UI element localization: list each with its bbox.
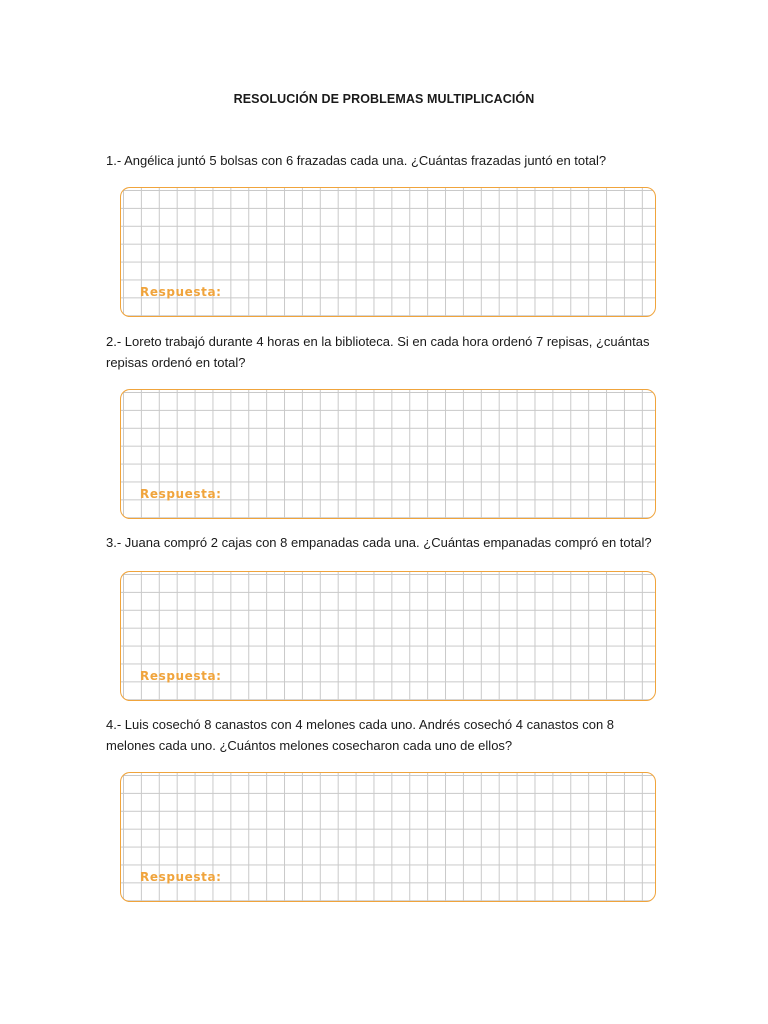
problem-2-text: 2.- Loreto trabajó durante 4 horas en la biblioteca. Si en cada hora ordenó 7 repisas, ¿cuántas repisas ordenó en total? <box>106 334 650 370</box>
problem-3-answer-label: Respuesta: <box>140 669 222 683</box>
problem-2-answer-label: Respuesta: <box>140 487 222 501</box>
problem-4-text: 4.- Luis cosechó 8 canastos con 4 melones cada uno. Andrés cosechó 4 canastos con 8 melones cada uno. ¿Cuántos melones cosecharon cada uno de ellos? <box>106 717 615 753</box>
problem-3-answer-grid[interactable] <box>120 571 656 701</box>
problem-1-answer-label: Respuesta: <box>140 285 222 299</box>
problem-3-text: 3.- Juana compró 2 cajas con 8 empanadas cada una. ¿Cuántas empanadas compró en total? <box>106 535 652 550</box>
problem-1-answer-grid[interactable] <box>120 187 656 317</box>
problem-1-text: 1.- Angélica juntó 5 bolsas con 6 frazadas cada una. ¿Cuántas frazadas juntó en total? <box>106 153 607 168</box>
problem-4-answer-label: Respuesta: <box>140 870 222 884</box>
problem-4-answer-grid[interactable] <box>120 772 656 902</box>
problem-2-answer-grid[interactable] <box>120 389 656 519</box>
worksheet-title: RESOLUCIÓN DE PROBLEMAS MULTIPLICACIÓN <box>233 92 535 106</box>
